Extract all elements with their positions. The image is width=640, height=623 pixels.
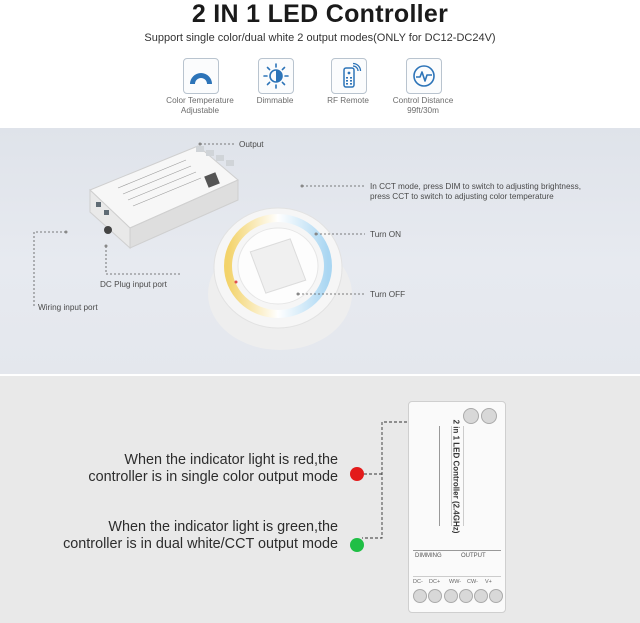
page-title: 2 IN 1 LED Controller: [191, 0, 449, 28]
red-indicator-text: When the indicator light is red,the controller is in single color output mode: [88, 452, 338, 485]
control-distance-icon: [406, 58, 442, 94]
terminal-label: WW-: [449, 579, 462, 585]
cct-note-line1: In CCT mode, press DIM to switch to adjusting brightness,: [370, 182, 581, 191]
controller-front-view: [408, 401, 506, 613]
feature-control-distance-label: Control Distance 99ft/30m: [392, 96, 454, 115]
terminal-label: V+: [485, 579, 492, 585]
color-temperature-icon: [183, 58, 219, 94]
page-subtitle: Support single color/dual white 2 output modes(ONLY for DC12-DC24V): [144, 32, 496, 44]
green-indicator-text: When the indicator light is green,the controller is in dual white/CCT output mode: [63, 519, 338, 552]
turn-off-label: Turn OFF: [370, 290, 406, 299]
terminal-block: [413, 576, 501, 607]
indicator-panel: [0, 376, 640, 623]
cct-note-line2: press CCT to switch to adjusting color temperature: [370, 192, 554, 201]
annotation-lines: [0, 128, 640, 374]
device-label-area: [411, 416, 503, 540]
dimming-header: DIMMING: [415, 553, 442, 559]
device-title: 2 in 1 LED Controller (2.4GHz): [451, 419, 461, 534]
turn-on-label: Turn ON: [370, 230, 402, 239]
dc-plug-label: DC Plug input port: [100, 280, 167, 289]
feature-color-temperature-label: Color Temperature Adjustable: [166, 96, 234, 115]
output-label: Output: [239, 140, 264, 149]
terminal-header-row: [413, 550, 501, 575]
terminal-label: DC-: [413, 579, 423, 585]
dimmable-icon: [258, 58, 294, 94]
rf-remote-icon: [331, 58, 367, 94]
terminal-label: DC+: [429, 579, 441, 585]
wiring-port-label: Wiring input port: [38, 303, 98, 312]
feature-dimmable-label: Dimmable: [256, 96, 294, 105]
terminal-label: CW-: [467, 579, 478, 585]
feature-rf-remote-label: RF Remote: [327, 96, 369, 105]
output-header: OUTPUT: [461, 553, 486, 559]
